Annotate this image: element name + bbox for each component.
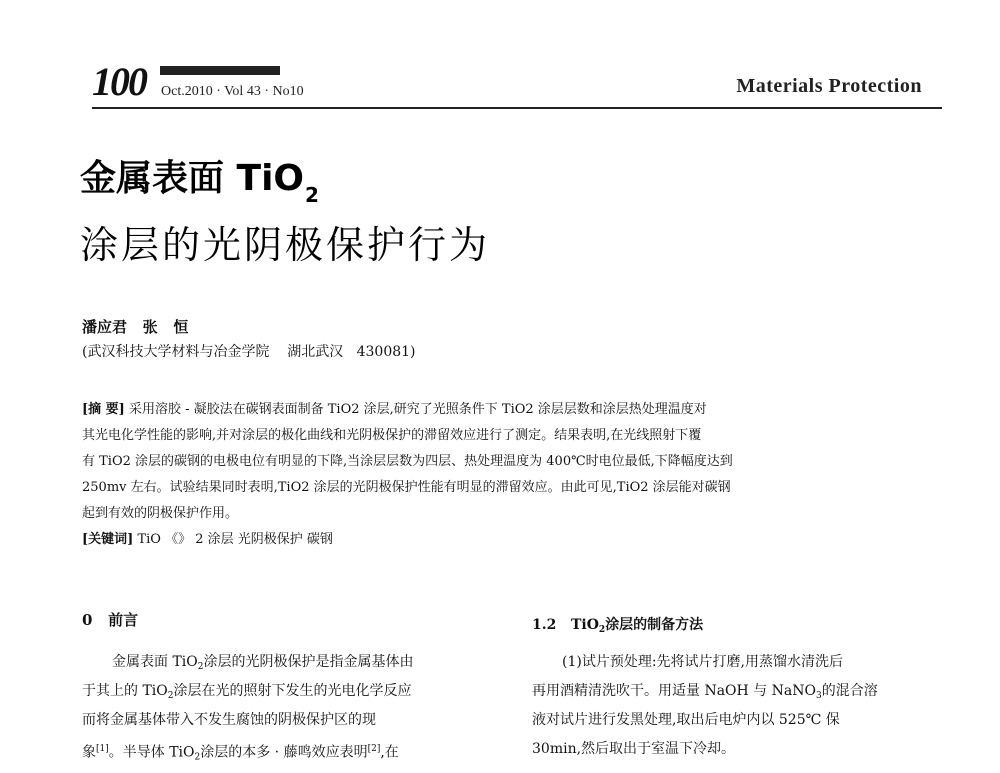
abstract-line xyxy=(82,397,942,423)
keywords xyxy=(82,527,942,553)
intro-body xyxy=(82,648,502,764)
journal-name: Materials Protection xyxy=(736,75,922,97)
authors: 潘应君 张 恒 xyxy=(82,318,189,336)
abstract-label: [摘 要] xyxy=(82,402,125,417)
body-line: 而将金属基体带入不发生腐蚀的阴极保护区的现 xyxy=(82,712,376,728)
abstract-line: 250mv 左右。试验结果同时表明,TiO2 涂层的光阴极保护性能有明显的滞留效应。由此可见,TiO2 涂层能对碳钢 xyxy=(82,480,731,495)
keywords-text: TiO 《》 2 涂层 光阴极保护 碳钢 xyxy=(133,532,333,547)
subscript: 2 xyxy=(598,625,606,635)
header-decor-bar xyxy=(160,66,280,75)
header-rule xyxy=(92,107,942,109)
body-text: 涂层在光的照射下发生的光电化学反应 xyxy=(173,683,412,699)
article-title-line2: 涂层的光阴极保护行为 xyxy=(80,223,491,267)
preparation-body xyxy=(532,648,952,764)
body-text: 涂层的本多 · 藤鸣效应表明 xyxy=(200,744,368,761)
body-line: 30min,然后取出于室温下冷却。 xyxy=(532,741,736,757)
body-line: (1)试片预处理:先将试片打磨,用蒸馏水清洗后 xyxy=(562,654,843,670)
heading-text: 涂层的制备方法 xyxy=(605,617,704,633)
body-text: 。半导体 TiO xyxy=(108,744,195,761)
section-heading-preparation xyxy=(532,614,703,635)
article-title-line1 xyxy=(80,150,319,207)
subscript: 2 xyxy=(167,691,174,701)
issue-info: Oct.2010 · Vol 43 · No10 xyxy=(161,84,304,99)
body-text: 的混合溶 xyxy=(821,683,878,699)
heading-text: 1.2 TiO xyxy=(532,617,599,633)
subscript: 2 xyxy=(197,662,204,672)
page-number: 100 xyxy=(92,59,146,104)
body-text: ,在 xyxy=(380,744,399,761)
keywords-label: [关键词] xyxy=(82,532,134,547)
citation-ref: [2] xyxy=(367,744,381,754)
abstract-line: 有 TiO2 涂层的碳钢的电极电位有明显的下降,当涂层层数为四层、热处理温度为 400℃时电位最低,下降幅度达到 xyxy=(82,454,733,469)
abstract-line: 起到有效的阴极保护作用。 xyxy=(82,506,239,521)
abstract-line: 其光电化学性能的影响,并对涂层的极化曲线和光阴极保护的滞留效应进行了测定。结果表明,在光线照射下覆 xyxy=(82,428,702,443)
body-line xyxy=(82,677,502,706)
body-text: 涂层的光阴极保护是指金属基体由 xyxy=(203,654,414,670)
body-line: 液对试片进行发黑处理,取出后电炉内以 525℃ 保 xyxy=(532,712,840,728)
abstract xyxy=(82,397,942,553)
body-text: 于其上的 TiO xyxy=(82,683,168,699)
section-heading-intro: 0 前言 xyxy=(82,611,139,629)
body-text: 象 xyxy=(82,744,96,761)
subscript: 2 xyxy=(194,752,201,763)
body-line xyxy=(532,677,952,706)
abstract-text: 采用溶胶 - 凝胶法在碳钢表面制备 TiO2 涂层,研究了光照条件下 TiO2 涂层层数和涂层热处理温度对 xyxy=(124,402,707,417)
body-text: 再用酒精清洗吹干。用适量 NaOH 与 NaNO xyxy=(532,683,816,699)
title-text: 金属表面 TiO xyxy=(80,158,305,199)
title-subscript: 2 xyxy=(305,183,319,207)
citation-ref: [1] xyxy=(96,744,109,754)
body-text: 金属表面 TiO xyxy=(112,654,198,670)
body-line xyxy=(82,648,502,677)
subscript: 3 xyxy=(815,691,822,701)
affiliation: (武汉科技大学材料与冶金学院 湖北武汉 430081) xyxy=(82,344,416,360)
